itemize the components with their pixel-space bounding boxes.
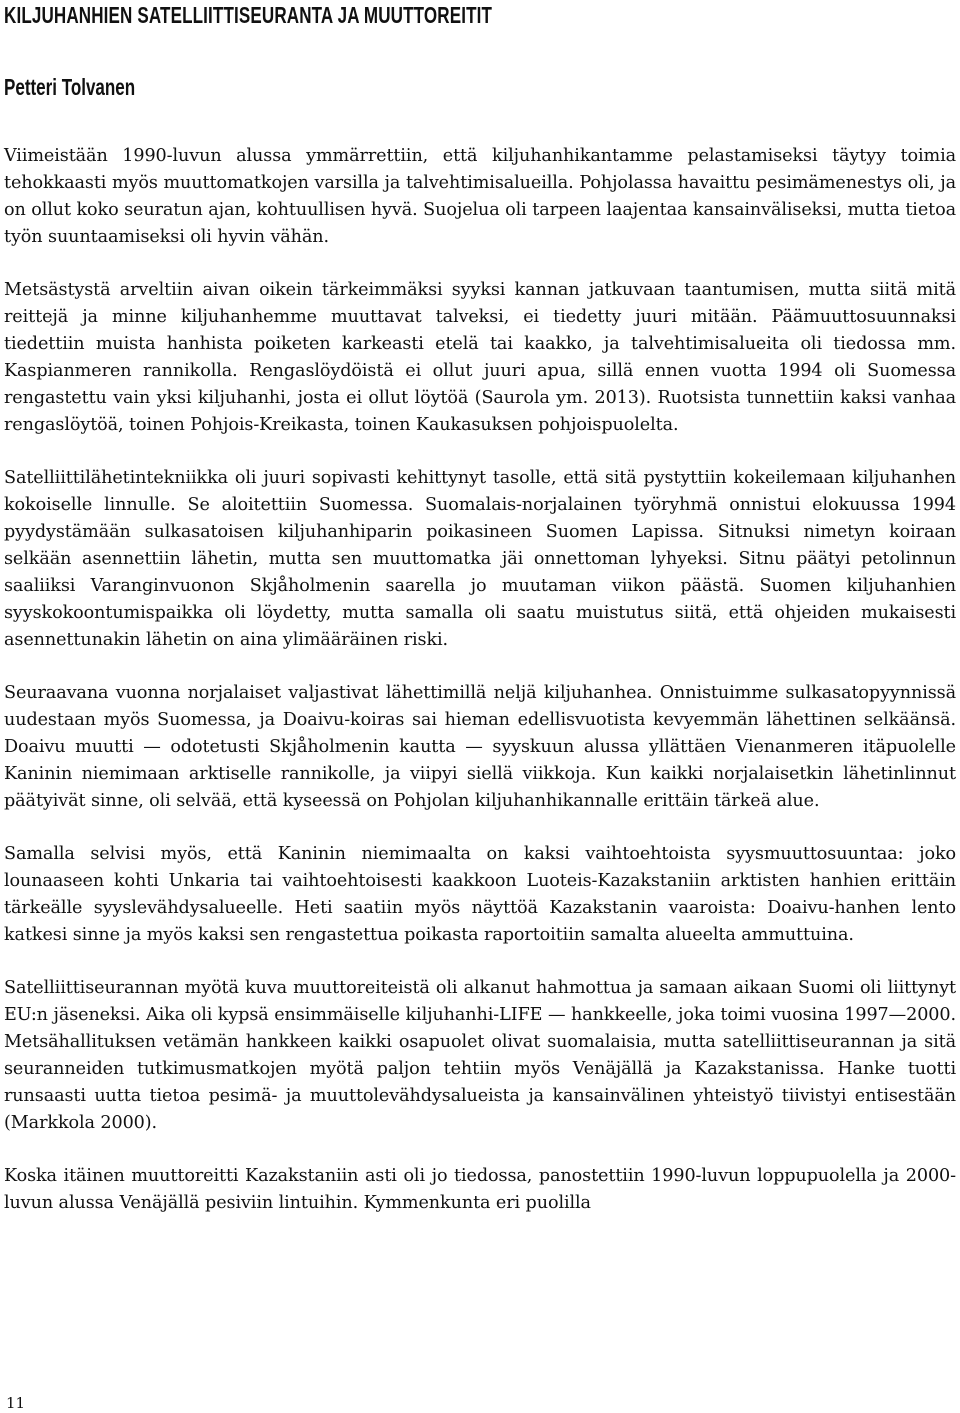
paragraph-5: Samalla selvisi myös, että Kaninin niemimaalta on kaksi vaihtoehtoista syysmuuttosuuntaa: joko lounaaseen kohti Unkaria tai vaihtoehtoisesti kaakkoon Luoteis-Kazakstaniin arktisten hanhien erittäin tärkeälle syyslevähdysalueelle. Heti saatiin myös näyttöä Kazakstanin vaaroista: Doaivu-hanhen lento katkesi sinne ja myös kaksi sen rengastettua poikasta raportoitiin samalta alueelta ammuttuina. xyxy=(4,844,956,945)
page-number: 11 xyxy=(6,1394,26,1412)
paragraph-1: Viimeistään 1990-luvun alussa ymmärrettiin, että kiljuhanhikantamme pelastamiseksi täytyy toimia tehokkaasti myös muuttomatkojen varsilla ja talvehtimisalueilla. Pohjolassa havaittu pesimämenestys oli, ja on ollut koko seuratun ajan, kohtuullisen hyvä. Suojelua oli tarpeen laajentaa kansainväliseksi, mutta tietoa työn suuntaamiseksi oli hyvin vähän. xyxy=(4,146,956,247)
author-name: Petteri Tolvanen xyxy=(4,74,136,100)
paragraph-6: Satelliittiseurannan myötä kuva muuttoreiteistä oli alkanut hahmottua ja samaan aikaan Suomi oli liittynyt EU:n jäseneksi. Aika oli kypsä ensimmäiselle kiljuhanhi-LIFE — hankkeelle, joka toimi vuosina 1997—2000. Metsähallituksen vetämän hankkeen kaikki osapuolet olivat suomalaisia, mutta satelliittiseurannan ja sitä seuranneiden tutkimusmatkojen myötä paljon tehtiin myös Venäjällä ja Kazakstanissa. Hanke tuotti runsaasti uutta tietoa pesimä- ja muuttolevähdysalueista ja kansainvälinen yhteistyö tiivistyi entisestään (Markkola 2000). xyxy=(4,978,956,1133)
paragraph-4: Seuraavana vuonna norjalaiset valjastivat lähettimillä neljä kiljuhanhea. Onnistuimme sulkasatopyynnissä uudestaan myös Suomessa, ja Doaivu-koiras sai hieman edellisvuotista kevyemmän lähettinen selkäänsä. Doaivu muutti — odotetusti Skjåholmenin kautta — syyskuun alussa yllättäen Vienanmeren itäpuolelle Kaninin niemimaan arktiselle rannikolle, ja viipyi siellä viikkoja. Kun kaikki norjalaisetkin lähetinlinnut päätyivät sinne, oli selvää, että kyseessä on Pohjolan kiljuhanhikannalle erittäin tärkeä alue. xyxy=(4,683,956,811)
article-body xyxy=(4,143,956,1243)
article-title: KILJUHANHIEN SATELLIITTISEURANTA JA MUUTTOREITIT xyxy=(4,2,493,28)
paragraph-3: Satelliittilähetintekniikka oli juuri sopivasti kehittynyt tasolle, että sitä pystyttiin kokeilemaan kiljuhanhen kokoiselle linnulle. Se aloitettiin Suomessa. Suomalais-norjalainen työryhmä onnistui elokuussa 1994 pyydystämään sulkasatoisen kiljuhanhiparin poikasineen Suomen Lapissa. Sitnuksi nimetyn koiraan selkään asennettiin lähetin, mutta sen muuttomatka jäi onnettoman lyhyeksi. Sitnu päätyi petolinnun saaliiksi Varanginvuonon Skjåholmenin saarella jo muutaman viikon päästä. Suomen kiljuhanhien syyskokoontumispaikka oli löydetty, mutta samalla oli saatu muistutus siitä, että ohjeiden mukaisesti asennettunakin lähetin on aina ylimääräinen riski. xyxy=(4,468,956,650)
paragraph-7: Koska itäinen muuttoreitti Kazakstaniin asti oli jo tiedossa, panostettiin 1990-luvun loppupuolella ja 2000-luvun alussa Venäjällä pesiviin lintuihin. Kymmenkunta eri puolilla xyxy=(4,1166,956,1213)
paragraph-2: Metsästystä arveltiin aivan oikein tärkeimmäksi syyksi kannan jatkuvaan taantumisen, mutta siitä mitä reittejä ja minne kiljuhanhemme muuttavat talveksi, ei tiedetty juuri mitään. Päämuuttosuunnaksi tiedettiin muista hanhista poiketen karkeasti etelä tai kaakko, ja talvehtimisalueita oli tiedossa mm. Kaspianmeren rannikolla. Rengaslöydöistä ei ollut juuri apua, sillä ennen vuotta 1994 oli Suomessa rengastettu vain yksi kiljuhanhi, josta ei ollut löytöä (Saurola ym. 2013). Ruotsista tunnettiin kaksi vanhaa rengaslöytöä, toinen Pohjois-Kreikasta, toinen Kaukasuksen pohjoispuolelta. xyxy=(4,280,956,435)
